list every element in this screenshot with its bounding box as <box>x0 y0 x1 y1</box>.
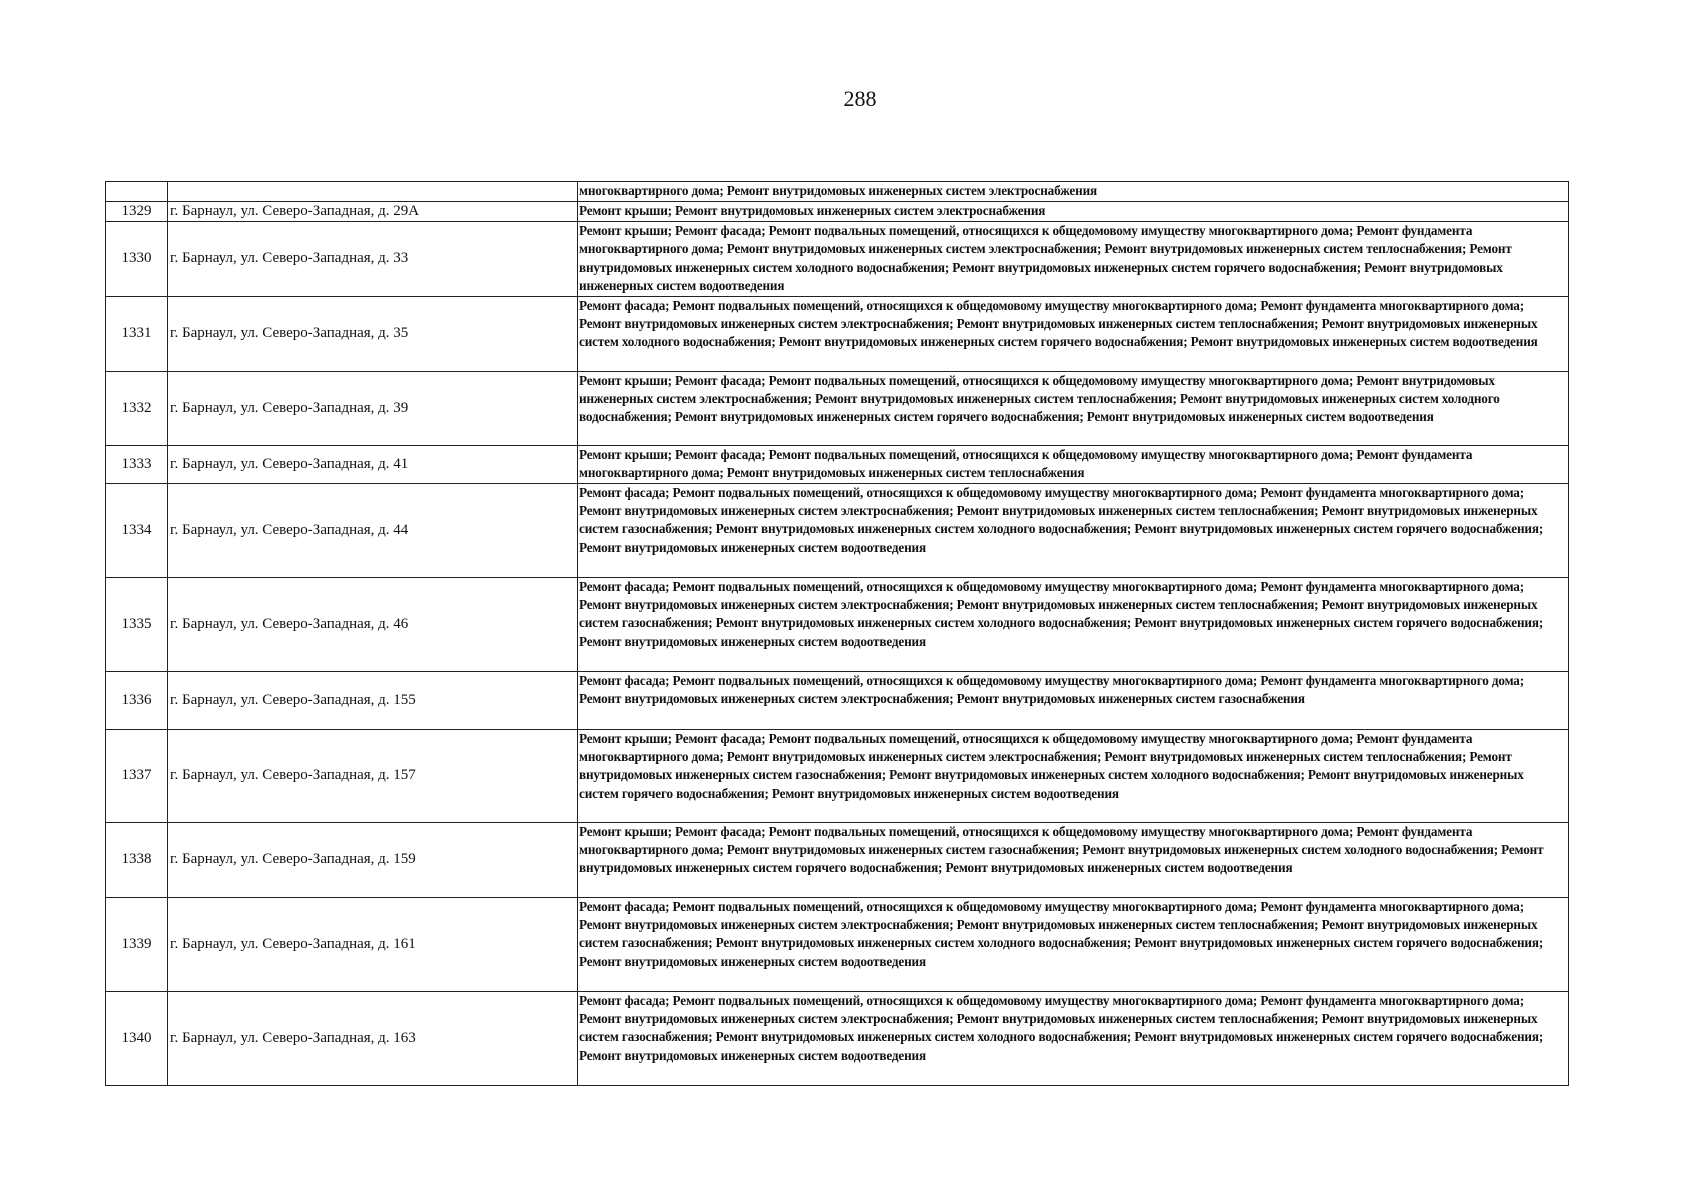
table-row <box>106 371 1569 445</box>
row-number: 1331 <box>106 296 168 371</box>
table-row-continuation <box>106 182 1569 202</box>
table-row <box>106 222 1569 297</box>
table-row <box>106 897 1569 991</box>
page-number: 288 <box>843 86 877 111</box>
table-row <box>106 577 1569 671</box>
row-number: 1338 <box>106 822 168 897</box>
row-address: г. Барнаул, ул. Северо-Западная, д. 41 <box>168 445 578 483</box>
row-address: г. Барнаул, ул. Северо-Западная, д. 157 <box>168 729 578 822</box>
row-number: 1339 <box>106 897 168 991</box>
row-address: г. Барнаул, ул. Северо-Западная, д. 163 <box>168 991 578 1085</box>
row-number: 1334 <box>106 483 168 577</box>
row-works: Ремонт фасада; Ремонт подвальных помещений, относящихся к общедомовому имуществу многоквартирного дома; Ремонт фундамента многоквартирного дома; Ремонт внутридомовых инженерных систем электроснабжения; Ремонт внутридомовых инженерных систем теплоснабжения; Ремонт внутридомовых инженерных систем газоснабжения; Ремонт внутридомовых инженерных систем холодного водоснабжения; Ремонт внутридомовых инженерных систем горячего водоснабжения; Ремонт внутридомовых инженерных систем водоотведения <box>578 991 1569 1085</box>
row-number: 1329 <box>106 202 168 222</box>
table-row <box>106 729 1569 822</box>
row-number: 1333 <box>106 445 168 483</box>
row-number: 1330 <box>106 222 168 297</box>
table-row <box>106 991 1569 1085</box>
row-works: Ремонт крыши; Ремонт фасада; Ремонт подвальных помещений, относящихся к общедомовому имуществу многоквартирного дома; Ремонт фундамента многоквартирного дома; Ремонт внутридомовых инженерных систем электроснабжения; Ремонт внутридомовых инженерных систем теплоснабжения; Ремонт внутридомовых инженерных систем газоснабжения; Ремонт внутридомовых инженерных систем холодного водоснабжения; Ремонт внутридомовых инженерных систем горячего водоснабжения; Ремонт внутридомовых инженерных систем водоотведения <box>578 729 1569 822</box>
row-number: 1332 <box>106 371 168 445</box>
row-address <box>168 182 578 202</box>
row-number: 1337 <box>106 729 168 822</box>
row-address: г. Барнаул, ул. Северо-Западная, д. 44 <box>168 483 578 577</box>
row-works: многоквартирного дома; Ремонт внутридомовых инженерных систем электроснабжения <box>578 182 1569 202</box>
row-number: 1336 <box>106 671 168 729</box>
row-address: г. Барнаул, ул. Северо-Западная, д. 29А <box>168 202 578 222</box>
row-address: г. Барнаул, ул. Северо-Западная, д. 46 <box>168 577 578 671</box>
row-works: Ремонт фасада; Ремонт подвальных помещений, относящихся к общедомовому имуществу многоквартирного дома; Ремонт фундамента многоквартирного дома; Ремонт внутридомовых инженерных систем электроснабжения; Ремонт внутридомовых инженерных систем теплоснабжения; Ремонт внутридомовых инженерных систем газоснабжения; Ремонт внутридомовых инженерных систем холодного водоснабжения; Ремонт внутридомовых инженерных систем горячего водоснабжения; Ремонт внутридомовых инженерных систем водоотведения <box>578 483 1569 577</box>
row-works: Ремонт крыши; Ремонт внутридомовых инженерных систем электроснабжения <box>578 202 1569 222</box>
table-row <box>106 822 1569 897</box>
row-works: Ремонт фасада; Ремонт подвальных помещений, относящихся к общедомовому имуществу многоквартирного дома; Ремонт фундамента многоквартирного дома; Ремонт внутридомовых инженерных систем электроснабжения; Ремонт внутридомовых инженерных систем теплоснабжения; Ремонт внутридомовых инженерных систем газоснабжения; Ремонт внутридомовых инженерных систем холодного водоснабжения; Ремонт внутридомовых инженерных систем горячего водоснабжения; Ремонт внутридомовых инженерных систем водоотведения <box>578 577 1569 671</box>
row-address: г. Барнаул, ул. Северо-Западная, д. 155 <box>168 671 578 729</box>
row-address: г. Барнаул, ул. Северо-Западная, д. 39 <box>168 371 578 445</box>
row-address: г. Барнаул, ул. Северо-Западная, д. 35 <box>168 296 578 371</box>
row-works: Ремонт крыши; Ремонт фасада; Ремонт подвальных помещений, относящихся к общедомовому имуществу многоквартирного дома; Ремонт внутридомовых инженерных систем электроснабжения; Ремонт внутридомовых инженерных систем теплоснабжения; Ремонт внутридомовых инженерных систем холодного водоснабжения; Ремонт внутридомовых инженерных систем горячего водоснабжения; Ремонт внутридомовых инженерных систем водоотведения <box>578 371 1569 445</box>
row-address: г. Барнаул, ул. Северо-Западная, д. 159 <box>168 822 578 897</box>
row-works: Ремонт крыши; Ремонт фасада; Ремонт подвальных помещений, относящихся к общедомовому имуществу многоквартирного дома; Ремонт фундамента многоквартирного дома; Ремонт внутридомовых инженерных систем газоснабжения; Ремонт внутридомовых инженерных систем холодного водоснабжения; Ремонт внутридомовых инженерных систем горячего водоснабжения; Ремонт внутридомовых инженерных систем водоотведения <box>578 822 1569 897</box>
repair-works-table <box>105 181 1569 1086</box>
row-number <box>106 182 168 202</box>
table-row <box>106 445 1569 483</box>
row-number: 1335 <box>106 577 168 671</box>
row-works: Ремонт фасада; Ремонт подвальных помещений, относящихся к общедомовому имуществу многоквартирного дома; Ремонт фундамента многоквартирного дома; Ремонт внутридомовых инженерных систем электроснабжения; Ремонт внутридомовых инженерных систем теплоснабжения; Ремонт внутридомовых инженерных систем газоснабжения; Ремонт внутридомовых инженерных систем холодного водоснабжения; Ремонт внутридомовых инженерных систем горячего водоснабжения; Ремонт внутридомовых инженерных систем водоотведения <box>578 897 1569 991</box>
row-works: Ремонт фасада; Ремонт подвальных помещений, относящихся к общедомовому имуществу многоквартирного дома; Ремонт фундамента многоквартирного дома; Ремонт внутридомовых инженерных систем электроснабжения; Ремонт внутридомовых инженерных систем теплоснабжения; Ремонт внутридомовых инженерных систем холодного водоснабжения; Ремонт внутридомовых инженерных систем горячего водоснабжения; Ремонт внутридомовых инженерных систем водоотведения <box>578 296 1569 371</box>
table-row <box>106 671 1569 729</box>
row-address: г. Барнаул, ул. Северо-Западная, д. 33 <box>168 222 578 297</box>
table-row <box>106 296 1569 371</box>
table-row <box>106 202 1569 222</box>
row-address: г. Барнаул, ул. Северо-Западная, д. 161 <box>168 897 578 991</box>
row-number: 1340 <box>106 991 168 1085</box>
row-works: Ремонт фасада; Ремонт подвальных помещений, относящихся к общедомовому имуществу многоквартирного дома; Ремонт фундамента многоквартирного дома; Ремонт внутридомовых инженерных систем электроснабжения; Ремонт внутридомовых инженерных систем газоснабжения <box>578 671 1569 729</box>
table-row <box>106 483 1569 577</box>
row-works: Ремонт крыши; Ремонт фасада; Ремонт подвальных помещений, относящихся к общедомовому имуществу многоквартирного дома; Ремонт фундамента многоквартирного дома; Ремонт внутридомовых инженерных систем электроснабжения; Ремонт внутридомовых инженерных систем теплоснабжения; Ремонт внутридомовых инженерных систем холодного водоснабжения; Ремонт внутридомовых инженерных систем горячего водоснабжения; Ремонт внутридомовых инженерных систем водоотведения <box>578 222 1569 297</box>
row-works: Ремонт крыши; Ремонт фасада; Ремонт подвальных помещений, относящихся к общедомовому имуществу многоквартирного дома; Ремонт фундамента многоквартирного дома; Ремонт внутридомовых инженерных систем теплоснабжения <box>578 445 1569 483</box>
